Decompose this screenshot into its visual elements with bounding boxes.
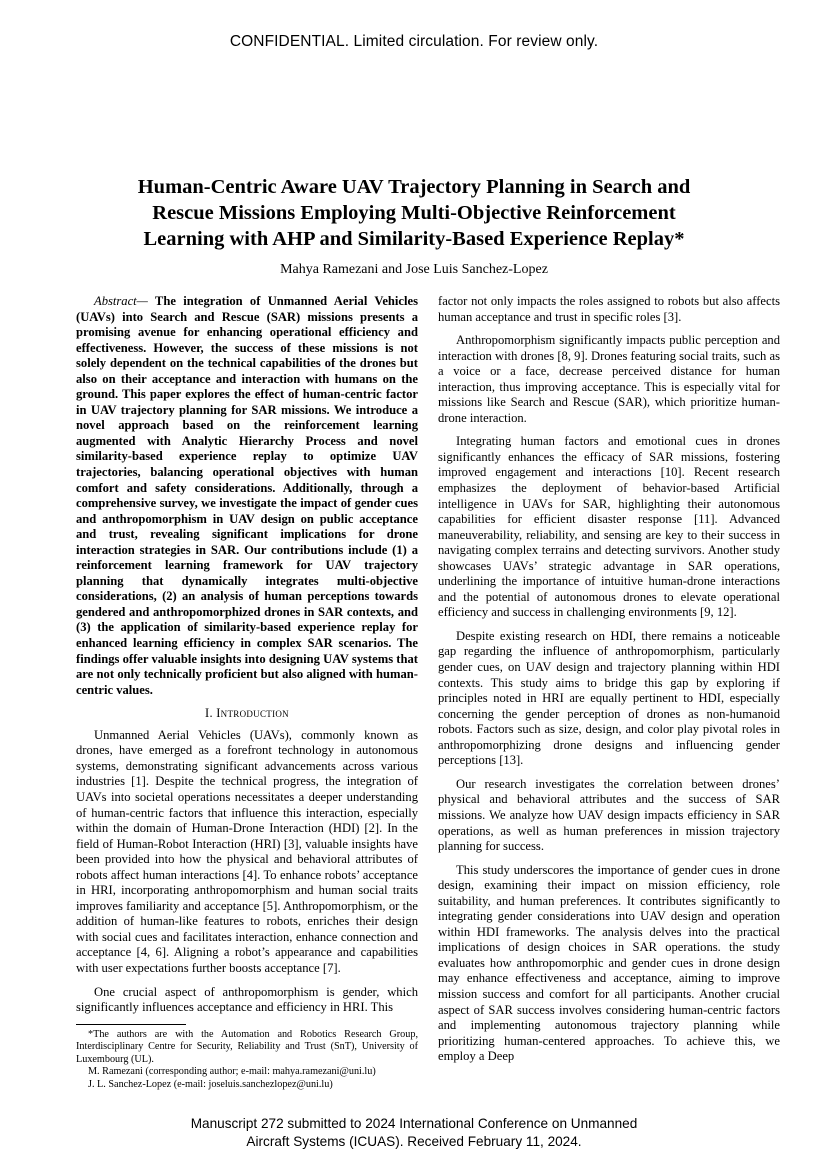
footnote-divider <box>76 1024 186 1025</box>
footer-line: Manuscript 272 submitted to 2024 International Conference on Unmanned <box>190 1116 638 1131</box>
section-number: I. <box>205 706 213 721</box>
body-paragraph: One crucial aspect of anthropomorphism is gender, which significantly influences acceptance and efficiency in HRI. This <box>76 984 418 1015</box>
title-line: Rescue Missions Employing Multi-Objective Reinforcement <box>152 202 676 224</box>
title-line: Human-Centric Aware UAV Trajectory Planning in Search and <box>137 176 691 198</box>
footnote-line: J. L. Sanchez-Lopez (e-mail: joseluis.sanchezlopez@uni.lu) <box>88 1078 333 1090</box>
abstract-text: The integration of Unmanned Aerial Vehicles (UAVs) into Search and Rescue (SAR) missions presents a promising avenue for enhancing operational efficiency and effectiveness. However, the success of these missions is not solely dependent on the technical capabilities of the drones but also on their acceptance and interaction with humans on the ground. This paper explores the effect of human-centric factor in UAV trajectory planning for SAR missions. We introduce a novel approach based on the reinforcement learning augmented with Analytic Hierarchy Process and novel similarity-based experience replay to optimize UAV trajectories, balancing operational objectives with human comfort and safety considerations. Additionally, through a comprehensive survey, we investigate the impact of gender cues and anthropomorphism in UAV design on public acceptance and trust, revealing significant implications for drone interaction strategies in SAR. Our contributions include (1) a reinforcement learning framework for UAV trajectory planning that dynamically integrates multi-objective considerations, (2) an analysis of human perceptions towards gendered and anthropomorphized drones in SAR contexts, and (3) the application of similarity-based experience replay for enhanced learning efficiency in complex SAR scenarios. The findings offer valuable insights into designing UAV systems that are not only technically proficient but also aligned with human-centric values. <box>76 294 418 697</box>
section-title: Introduction <box>216 706 289 721</box>
left-column <box>76 294 418 1092</box>
body-paragraph: Unmanned Aerial Vehicles (UAVs), commonly known as drones, have emerged as a forefront technology in autonomous systems, demonstrating significant advancements across various industries [1]. Despite the technical progress, the integration of UAVs into societal operations necessitates a deeper understanding of human-centric factors that influence this interaction, especially within the domain of Human-Drone Interaction (HDI) [2]. In the field of Human-Robot Interaction (HRI) [3], valuable insights have been provided into how the physical and behavioral attributes of robots affect human interactions [4]. To enhance robots’ acceptance in HRI, incorporating anthropomorphism and human social traits improves familiarity and acceptance [5]. Anthropomorphism, or the addition of human-like features to robots, enriches their design with social cues and facilitates interaction, enhance connection and acceptance [4, 6]. Aligning a robot’s appearance and capabilities with user expectations further boosts acceptance [7]. <box>76 727 418 975</box>
author-list: Mahya Ramezani and Jose Luis Sanchez-Lopez <box>280 262 548 277</box>
affiliation-footnote <box>76 1029 418 1092</box>
body-paragraph: Despite existing research on HDI, there remains a noticeable gap regarding the influence of anthropomorphism, particularly gender cues, on UAV design and trajectory planning within HDI contexts. This study aims to bridge this gap by exploring if principles noted in HRI are equally pertinent to HDI, especially concerning the gender perception of drones as non-humanoid robots. Factors such as size, design, and color play pivotal roles in anthropomorphizing drone designs and influencing gender perceptions [13]. <box>438 628 780 768</box>
footer-line: Aircraft Systems (ICUAS). Received February 11, 2024. <box>246 1134 582 1149</box>
abstract <box>76 294 418 698</box>
right-column <box>438 294 780 1073</box>
submission-footer <box>0 1115 828 1151</box>
footnote-line: M. Ramezani (corresponding author; e-mail: mahya.ramezani@uni.lu) <box>88 1066 376 1078</box>
body-paragraph: Anthropomorphism significantly impacts public perception and interaction with drones [8, 9]. Drones featuring social traits, such as a voice or a face, decrease perceived distance for human interaction, thus improving acceptance. This is especially vital for missions like Search and Rescue (SAR), which prioritize human-drone interaction. <box>438 333 780 425</box>
confidential-header: CONFIDENTIAL. Limited circulation. For review only. <box>229 33 599 50</box>
body-paragraph: Our research investigates the correlation between drones’ physical and behavioral attributes and the success of SAR missions. We analyze how UAV design impacts efficiency in SAR operations, as well as human preferences in mission trajectory planning for success. <box>438 776 780 854</box>
abstract-label: Abstract— <box>94 294 148 308</box>
paper-title <box>80 174 748 252</box>
section-heading-introduction <box>76 706 418 722</box>
footnote-line: *The authors are with the Automation and Robotics Research Group, Interdisciplinary Centre for Security, Reliability and Trust (SnT), University of Luxembourg (UL). <box>76 1028 418 1065</box>
title-line: Learning with AHP and Similarity-Based Experience Replay* <box>143 228 685 250</box>
body-paragraph: factor not only impacts the roles assigned to robots but also affects human acceptance and trust in specific roles [3]. <box>438 294 780 324</box>
body-paragraph: This study underscores the importance of gender cues in drone design, examining their impact on mission efficiency, role suitability, and human preferences. It contributes significantly to integrating gender considerations into UAV design and operation within HDI frameworks. The analysis delves into the practical implications of design choices in SAR operations. the study evaluates how anthropomorphic and gender cues in drone design may enhance effectiveness and acceptance, aiming to improve mission success and comfort for all participants. Another crucial aspect of SAR success involves considering human-centric factors and implementing autonomous trajectory planning while prioritizing human-centered approaches. To achieve this, we employ a Deep <box>438 862 780 1064</box>
body-paragraph: Integrating human factors and emotional cues in drones significantly enhances the efficacy of SAR missions, fostering improved engagement and interactions [10]. Recent research emphasizes the deployment of behavior-based Artificial intelligence in UAVs for SAR, highlighting their autonomous capabilities for efficient disaster response [11]. Advanced maneuverability, reliability, and sensing are key to their success in navigating complex terrains and detecting survivors. Another study showcases UAVs’ strategic advantage in SAR operations, underlining the importance of intuitive human-drone interactions and the potential of autonomous drones to elevate operational efficiency and success in challenging environments [9, 12]. <box>438 434 780 620</box>
